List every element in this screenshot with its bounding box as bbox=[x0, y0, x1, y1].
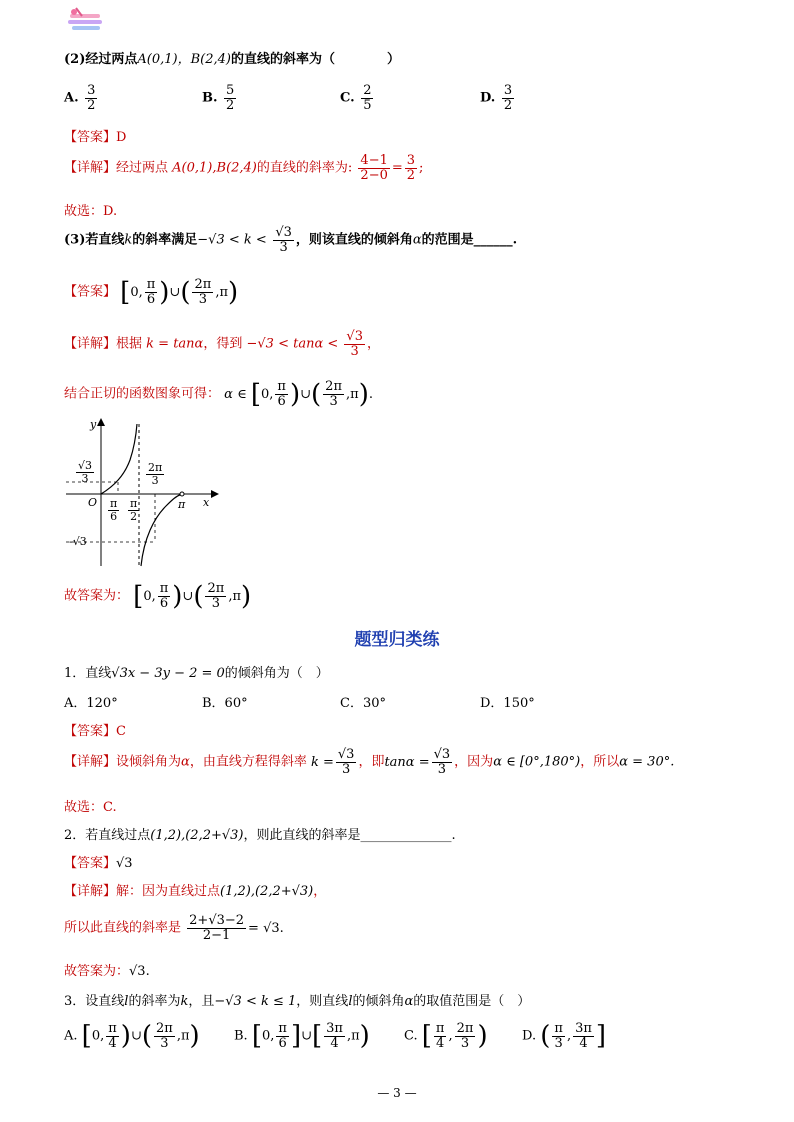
x-label: x bbox=[203, 496, 210, 509]
q2-stem: (2)经过两点A(0,1)，B(2,4)的直线的斜率为（ ） bbox=[64, 52, 400, 67]
q2-option-b[interactable]: B. $\frac{5}{2}$ bbox=[202, 83, 235, 113]
p3-stem: 3．设直线l的斜率为k，且−√3 < k ≤ 1，则直线l的倾斜角α的取值范围是（ ） bbox=[64, 994, 531, 1009]
q3-detail-2: 结合正切的函数图象可得： α ∈ [0, $\frac{\pi}{6}$ )∪( $\frac{2\pi}{3}$ ,π). bbox=[64, 379, 373, 410]
tan-branch-left bbox=[101, 424, 137, 494]
q2-option-a[interactable]: A. $\frac{3}{2}$ bbox=[64, 83, 96, 113]
tan-branch-right bbox=[141, 494, 182, 566]
q3-answer: 【答案】 [0, $\frac{\pi}{6}$ )∪( $\frac{2\pi}{3}$ ,π) bbox=[64, 277, 239, 308]
p1-answer: 【答案】C bbox=[64, 724, 126, 739]
tangent-graph bbox=[66, 418, 226, 568]
p2-detail-2: 所以此直线的斜率是 $\frac{2+√3-2}{2-1}$ = √3. bbox=[64, 913, 284, 943]
q3-stem: (3)若直线k的斜率满足−√3 < k < $\frac{√3}{3}$ ，则该直线的倾斜角α的范围是______. bbox=[64, 225, 518, 255]
p2-detail: 【详解】解：因为直线过点(1,2),(2,2+√3)， bbox=[64, 884, 327, 899]
pi-label: π bbox=[178, 498, 186, 511]
p2-stem: 2．若直线过点(1,2),(2,2+√3)，则此直线的斜率是______________. bbox=[64, 828, 456, 843]
p1-option-c[interactable]: C．30° bbox=[340, 696, 386, 711]
p3-option-b[interactable]: B. [0, $\frac{\pi}{6}$ ]∪[ $\frac{3\pi}{4}$ ,π) bbox=[234, 1021, 370, 1052]
logo-icon bbox=[66, 6, 106, 36]
p2-answer: 【答案】√3 bbox=[64, 856, 133, 871]
q2-conclusion: 故选：D. bbox=[64, 204, 118, 219]
pi2-label: $\frac{\pi}{2}$ bbox=[130, 497, 138, 523]
p3-option-a[interactable]: A. [0, $\frac{\pi}{4}$ )∪( $\frac{2\pi}{3}$ ,π) bbox=[64, 1021, 200, 1052]
p1-option-b[interactable]: B．60° bbox=[202, 696, 248, 711]
q2-detail: 【详解】经过两点 A(0,1),B(2,4)的直线的斜率为: $\frac{4-1}{2-0}$ = $\frac{3}{2}$ ; bbox=[64, 153, 424, 183]
point-pi bbox=[180, 492, 184, 496]
pi6-label: $\frac{\pi}{6}$ bbox=[110, 497, 118, 523]
2pi3-label: $\frac{2\pi}{3}$ bbox=[148, 461, 163, 487]
q3-detail: 【详解】根据 k = tanα，得到 −√3 < tanα < $\frac{√3}{3}$ ， bbox=[64, 329, 380, 359]
neg-sqrt3-label: -√3 bbox=[69, 535, 87, 548]
p1-option-a[interactable]: A．120° bbox=[64, 696, 118, 711]
p1-conclusion: 故选：C. bbox=[64, 800, 117, 815]
p3-option-c[interactable]: C. [ $\frac{\pi}{4}$ , $\frac{2\pi}{3}$ ) bbox=[404, 1021, 488, 1052]
q3-final: 故答案为： [0, $\frac{\pi}{6}$ )∪( $\frac{2\pi}{3}$ ,π) bbox=[64, 581, 252, 612]
origin-label: O bbox=[88, 496, 98, 509]
p3-option-d[interactable]: D. ( $\frac{\pi}{3}$ , $\frac{3\pi}{4}$ ] bbox=[522, 1021, 607, 1052]
x-axis-arrow bbox=[211, 490, 219, 498]
section-title: 题型归类练 bbox=[354, 630, 440, 650]
p1-option-d[interactable]: D．150° bbox=[480, 696, 535, 711]
page-number: — 3 — bbox=[377, 1086, 417, 1100]
q2-option-c[interactable]: C. $\frac{2}{5}$ bbox=[340, 83, 372, 113]
sqrt3-3-label: $\frac{√3}{3}$ bbox=[78, 459, 93, 485]
q2-answer: 【答案】D bbox=[64, 130, 127, 145]
p2-final: 故答案为：√3. bbox=[64, 964, 150, 979]
y-label: y bbox=[90, 418, 97, 431]
q2-option-d[interactable]: D. $\frac{3}{2}$ bbox=[480, 83, 513, 113]
p1-stem: 1．直线√3x − 3y − 2 = 0的倾斜角为（ ） bbox=[64, 666, 329, 681]
p1-detail: 【详解】设倾斜角为α，由直线方程得斜率 k = $\frac{√3}{3}$ ，即tanα = $\frac{√3}{3}$ ，因为α ∈ [0°,180°)，所以α = 30°. bbox=[64, 747, 675, 777]
y-axis-arrow bbox=[97, 418, 105, 426]
